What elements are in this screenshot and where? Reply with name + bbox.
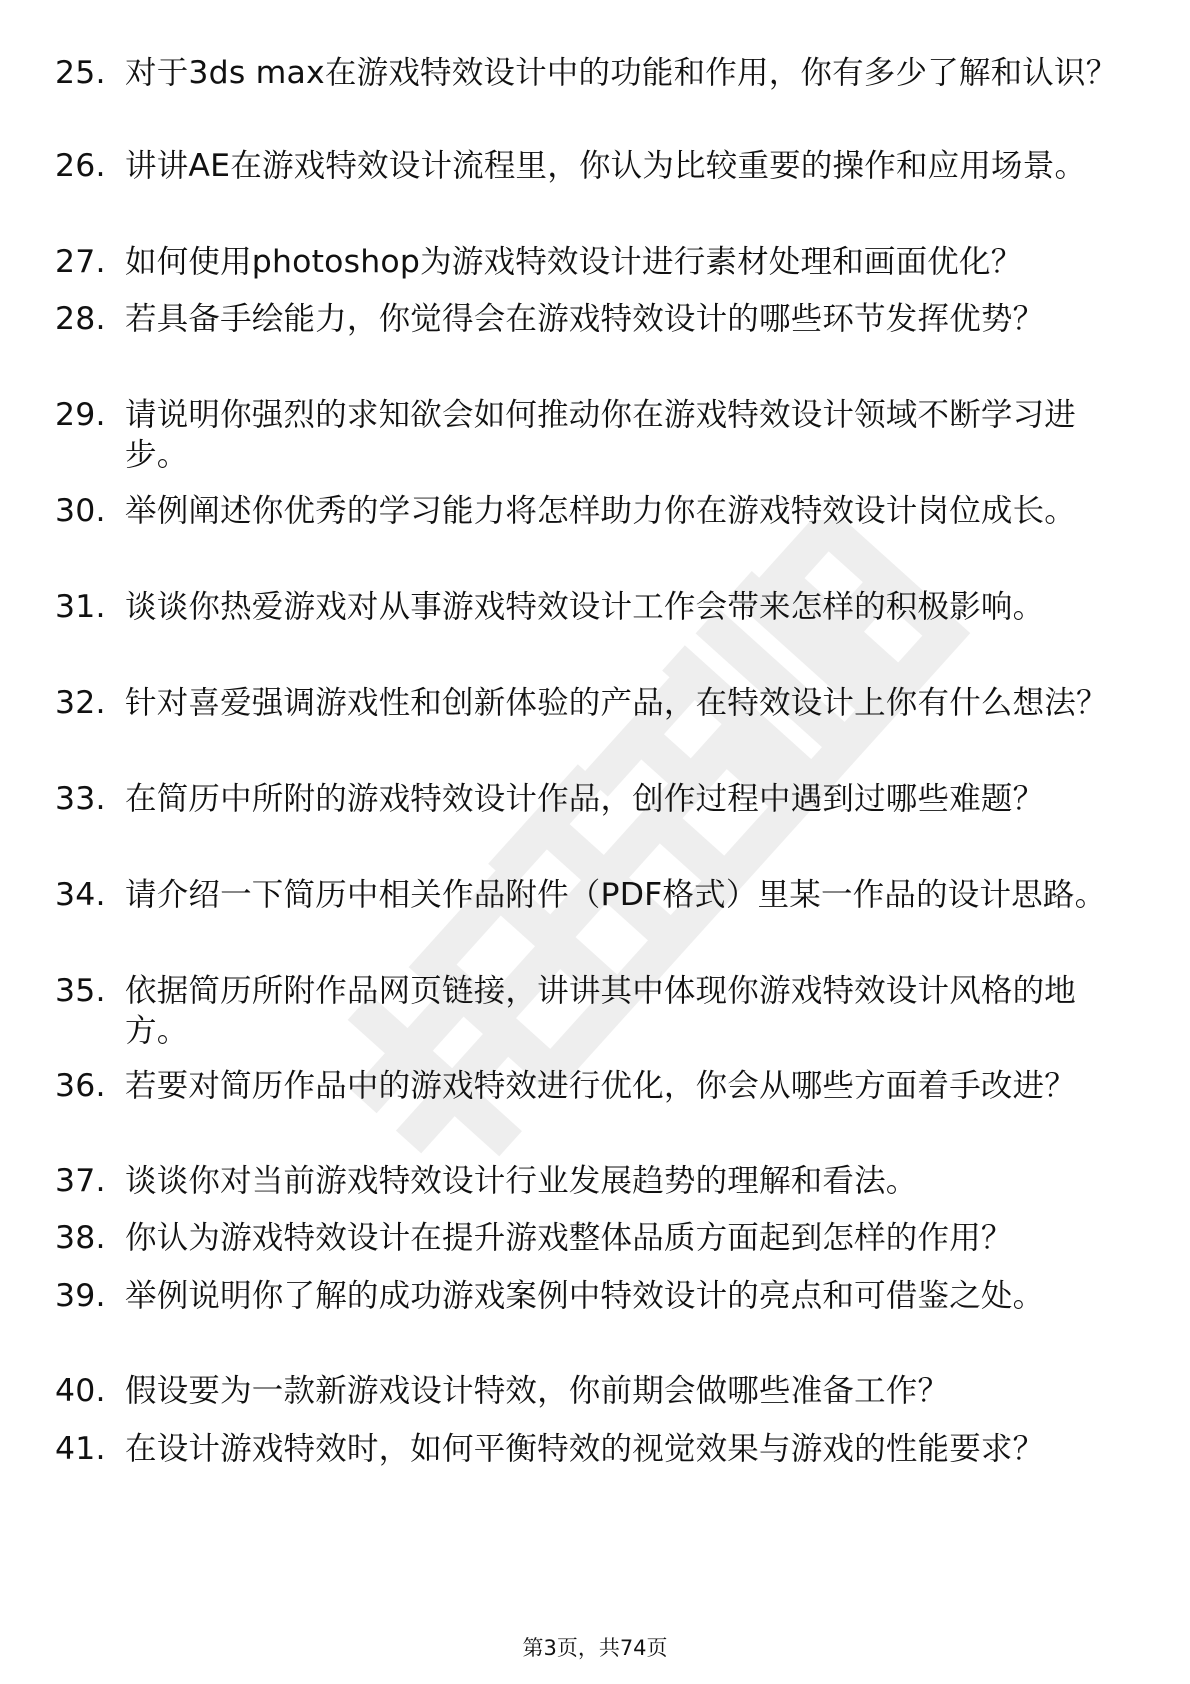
question-text: 请说明你强烈的求知欲会如何推动你在游戏特效设计领域不断学习进步。 [125, 397, 1077, 473]
question-number: 39. [55, 1278, 106, 1314]
question-number: 37. [55, 1163, 106, 1199]
question-text: 举例阐述你优秀的学习能力将怎样助力你在游戏特效设计岗位成长。 [125, 493, 1077, 529]
question-text: 针对喜爱强调游戏性和创新体验的产品，在特效设计上你有什么想法？ [125, 685, 1108, 721]
question-text: 你认为游戏特效设计在提升游戏整体品质方面起到怎样的作用？ [125, 1220, 1013, 1256]
page-number: 第3页，共74页 [522, 1636, 668, 1660]
question-text: 讲讲AE在游戏特效设计流程里，你认为比较重要的操作和应用场景。 [125, 148, 1087, 184]
question-number: 32. [55, 685, 106, 721]
question-text: 谈谈你对当前游戏特效设计行业发展趋势的理解和看法。 [125, 1163, 918, 1199]
question-text: 举例说明你了解的成功游戏案例中特效设计的亮点和可借鉴之处。 [125, 1278, 1045, 1314]
question-text: 依据简历所附作品网页链接，讲讲其中体现你游戏特效设计风格的地方。 [125, 973, 1077, 1049]
question-number: 38. [55, 1220, 106, 1256]
question-number: 28. [55, 301, 106, 337]
question-number: 25. [55, 55, 106, 91]
question-number: 41. [55, 1431, 106, 1467]
question-number: 27. [55, 244, 106, 280]
question-number: 34. [55, 877, 106, 913]
question-text: 如何使用photoshop为游戏特效设计进行素材处理和画面优化？ [125, 244, 1023, 280]
question-text: 在简历中所附的游戏特效设计作品，创作过程中遇到过哪些难题？ [125, 781, 1045, 817]
question-text: 在设计游戏特效时，如何平衡特效的视觉效果与游戏的性能要求？ [125, 1431, 1045, 1467]
page-footer [0, 1634, 1190, 1662]
question-number: 40. [55, 1373, 106, 1409]
question-text: 若要对简历作品中的游戏特效进行优化，你会从哪些方面着手改进？ [125, 1068, 1077, 1104]
question-number: 33. [55, 781, 106, 817]
question-text: 若具备手绘能力，你觉得会在游戏特效设计的哪些环节发挥优势？ [125, 301, 1045, 337]
question-text: 请介绍一下简历中相关作品附件（PDF格式）里某一作品的设计思路。 [125, 877, 1107, 913]
question-number: 29. [55, 397, 106, 433]
question-number: 26. [55, 148, 106, 184]
question-number: 35. [55, 973, 106, 1009]
question-text: 假设要为一款新游戏设计特效，你前期会做哪些准备工作？ [125, 1373, 950, 1409]
question-number: 30. [55, 493, 106, 529]
question-text: 对于3ds max在游戏特效设计中的功能和作用，你有多少了解和认识？ [125, 55, 1118, 91]
question-number: 36. [55, 1068, 106, 1104]
question-number: 31. [55, 589, 106, 625]
question-text: 谈谈你热爱游戏对从事游戏特效设计工作会带来怎样的积极影响。 [125, 589, 1045, 625]
